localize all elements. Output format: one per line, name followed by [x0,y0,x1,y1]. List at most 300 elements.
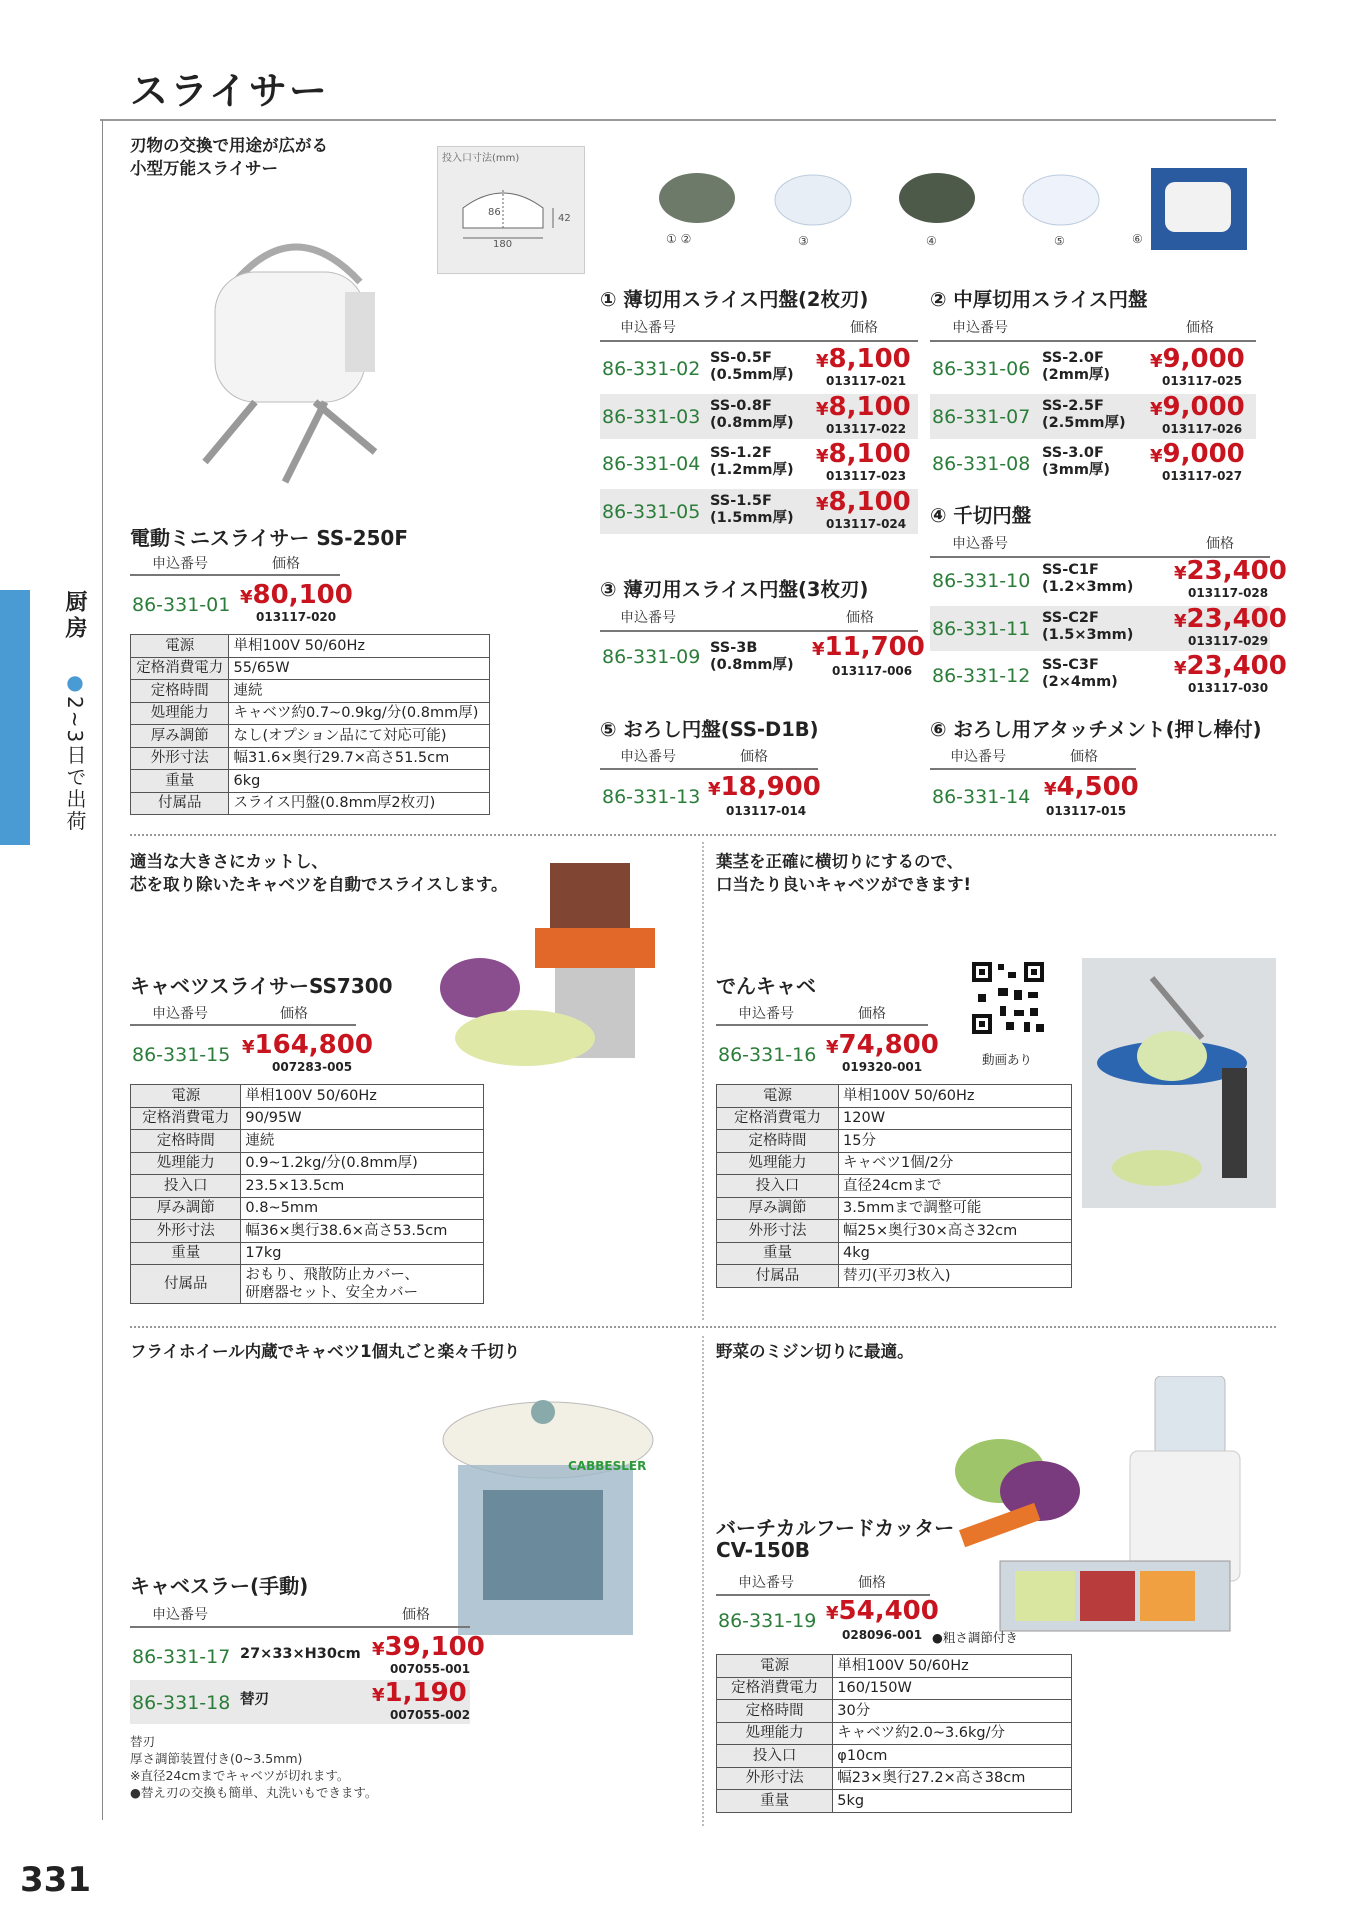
p1-spec-row [131,635,490,658]
sec6-sku: 013117-015 [1046,804,1127,818]
cabbesler-image [438,1400,658,1655]
p5-spec-value: 30分 [833,1700,1072,1723]
sec1-row-price-yen: ¥ [816,351,829,372]
sec1-row-code: 86-331-05 [602,500,701,523]
p1-spec-value: キャベツ約0.7~0.9kg/分(0.8mm厚) [229,702,490,725]
sec4-row-price-yen: ¥ [1174,658,1187,679]
p2-spec-value: 17kg [241,1242,484,1265]
sec1-order-label: 申込番号 [620,320,676,336]
sec4-row-sku: 013117-029 [1188,633,1269,648]
p2-spec-key: 重量 [131,1242,241,1265]
p2-spec-value: 23.5×13.5cm [241,1175,484,1198]
p4-row-sku: 007055-002 [390,1708,471,1722]
p5-name-1: バーチカルフードカッター [716,1516,955,1540]
sec2-row-thick: (3mm厚) [1042,462,1111,478]
p3-spec-value: 3.5mmまで調整可能 [839,1197,1072,1220]
sec5-price-label: 価格 [740,749,768,765]
dim-height-1: 86 [488,207,501,218]
p3-spec-row [717,1265,1072,1288]
sec4-row-sku: 013117-030 [1188,681,1269,695]
sec5-sku: 013117-014 [726,804,807,818]
p3-spec-key: 重量 [717,1242,839,1265]
sec1-row-price [816,487,911,517]
p5-code: 86-331-19 [718,1610,817,1632]
sec2-row-thick: (2mm厚) [1042,367,1111,383]
blade-caption-4: ④ [926,234,937,248]
p2-spec-key: 投入口 [131,1175,241,1198]
sec1-row-sku: 013117-022 [826,421,907,436]
sec2-price-label: 価格 [1186,320,1214,336]
sec4-row-thick: (1.5×3mm) [1042,626,1134,643]
blade-caption-3: ③ [798,234,809,248]
p3-spec-key: 投入口 [717,1175,839,1198]
sec2-row-price-value: 9,000 [1162,344,1245,374]
sec1-row-price-value: 8,100 [828,439,911,469]
sec1-row-price [816,344,911,374]
p1-spec-key: 処理能力 [131,702,229,725]
p1-spec-key: 電源 [131,635,229,658]
p1-price-value: 80,100 [252,580,353,610]
p1-price-label: 価格 [272,556,300,572]
sec2-row-code: 86-331-07 [932,405,1031,428]
sec1-row-price [816,392,911,422]
p2-spec-key: 厚み調節 [131,1197,241,1220]
sec2-row-price [1150,344,1245,374]
sec6-price-label: 価格 [1070,749,1098,765]
p5-price: ¥54,400 [826,1596,939,1626]
p2-spec-row [131,1242,484,1265]
dim-width: 180 [493,239,513,250]
p3-price-value: 74,800 [838,1030,939,1060]
sec1-price-label: 価格 [850,320,878,336]
p1-order-label: 申込番号 [152,556,208,572]
p3-price: ¥74,800 [826,1030,939,1060]
p3-spec-row [717,1130,1072,1153]
p1-spec-row [131,747,490,770]
sec1-row-price-value: 8,100 [828,486,911,517]
p5-spec-row [717,1700,1072,1723]
sec4-row-thick: (2×4mm) [1042,674,1118,690]
sec2-row-price-yen: ¥ [1150,446,1163,467]
p3-spec-table [716,1084,1072,1288]
sec6-order-label: 申込番号 [950,749,1006,765]
sec2-row-model: SS-2.0F [1042,350,1104,366]
p2-spec-row [131,1085,484,1108]
p4-row-price-value: 1,190 [384,1678,467,1708]
p5-spec-row [717,1790,1072,1813]
p2-sku: 007283-005 [272,1060,353,1074]
p5-spec-key: 外形寸法 [717,1767,833,1790]
left-rule [102,120,103,1820]
sec4-row-code: 86-331-10 [932,570,1031,592]
p1-spec-row [131,657,490,680]
p3-tagline-2: 口当たり良いキャベツができます! [716,875,972,894]
p1-spec-value: 6kg [229,770,490,793]
p1-spec-key: 付属品 [131,792,229,815]
p4-header-rule [130,1626,470,1628]
p2-spec-key: 定格消費電力 [131,1107,241,1130]
p4-row-model: 27×33×H30cm [240,1646,361,1662]
diagram-title: 投入口寸法(mm) [442,153,520,164]
p3-code: 86-331-16 [718,1044,817,1066]
p5-spec-value: 単相100V 50/60Hz [833,1655,1072,1678]
page-number: 331 [20,1860,91,1900]
sec2-row-code: 86-331-06 [932,358,1031,380]
sec2-row-price-yen: ¥ [1150,398,1163,420]
p5-price-value: 54,400 [838,1596,939,1626]
sec1-row-model: SS-0.8F [710,397,772,414]
p3-spec-value: 15分 [839,1130,1072,1153]
sec1-row-price [816,439,911,469]
sec1-row-code: 86-331-04 [602,453,701,475]
sec6-title: ⑥ おろし用アタッチメント(押し棒付) [930,718,1262,741]
side-label: 厨房 [62,590,87,642]
p3-spec-value: 単相100V 50/60Hz [839,1085,1072,1108]
p3-spec-key: 定格時間 [717,1130,839,1153]
brand-logo: CABBESLER [568,1459,647,1473]
sec5-price-value: 18,900 [720,772,821,802]
sec5-price: ¥18,900 [708,772,821,802]
den-kyabe-image [1082,958,1276,1208]
p2-price: ¥164,800 [242,1030,373,1060]
food-cutter-image [940,1376,1276,1641]
sec4-row-thick: (1.2×3mm) [1042,579,1134,595]
sec4-row-price-yen: ¥ [1174,610,1187,632]
p1-tagline-1: 刃物の交換で用途が広がる [130,136,328,155]
p1-spec-value: なし(オプション品にて対応可能) [229,725,490,748]
p5-spec-value: 5kg [833,1790,1072,1813]
p1-spec-row [131,702,490,725]
sec6-code: 86-331-14 [932,786,1031,808]
p2-order-label: 申込番号 [152,1006,208,1022]
p5-spec-value: φ10cm [833,1745,1072,1768]
p2-spec-row [131,1220,484,1243]
sec4-row-price [1174,651,1287,681]
sec2-row-model: SS-2.5F [1042,397,1104,414]
p2-spec-key: 外形寸法 [131,1220,241,1243]
sec2-row-sku: 013117-025 [1162,374,1243,388]
sec4-row-model: SS-C2F [1042,609,1099,626]
p1-spec-row [131,680,490,703]
p2-tagline-2: 芯を取り除いたキャベツを自動でスライスします。 [130,875,508,894]
sec2-row-price-yen: ¥ [1150,351,1163,372]
p2-spec-key: 電源 [131,1085,241,1108]
p1-spec-key: 重量 [131,770,229,793]
sec1-header-rule [600,340,918,342]
sec4-row-model: SS-C3F [1042,657,1099,673]
p4-row-code: 86-331-18 [132,1692,231,1714]
page-title: スライサー [130,68,329,113]
p3-spec-key: 定格消費電力 [717,1107,839,1130]
p3-spec-key: 厚み調節 [717,1197,839,1220]
p4-row-sku: 007055-001 [390,1662,471,1676]
p4-tagline: フライホイール内蔵でキャベツ1個丸ごと楽々千切り [130,1342,521,1361]
p3-video-label: 動画あり [982,1052,1033,1067]
p4-row-price [372,1678,467,1708]
sec1-row-thick: (1.5mm厚) [710,509,794,526]
sec1-row-price-value: 8,100 [828,344,911,374]
p1-spec-row [131,725,490,748]
p2-spec-row [131,1152,484,1175]
p2-price-value: 164,800 [254,1030,373,1060]
p1-spec-value: 単相100V 50/60Hz [229,635,490,658]
sec3-order-label: 申込番号 [620,610,676,626]
p4-row-price [372,1632,485,1662]
p1-code: 86-331-01 [132,594,231,616]
p3-spec-row [717,1242,1072,1265]
p3-sku: 019320-001 [842,1060,923,1074]
sec4-row-sku: 013117-028 [1188,586,1269,600]
sec2-order-label: 申込番号 [952,320,1008,336]
p3-spec-row [717,1085,1072,1108]
p2-spec-key: 処理能力 [131,1152,241,1175]
blade-caption-1-2: ① ② [666,232,692,246]
p4-notes [130,1733,377,1801]
p5-note: ●粗さ調節付き [932,1630,1018,1645]
sec4-title: ④ 千切円盤 [930,504,1032,527]
sec1-row-price-value: 8,100 [828,391,911,422]
sec6-price-value: 4,500 [1056,772,1139,802]
p2-spec-row [131,1197,484,1220]
p1-spec-value: 連続 [229,680,490,703]
p2-spec-table [130,1084,484,1304]
p3-header-rule [716,1024,928,1026]
p4-price-label: 価格 [402,1607,430,1623]
sec2-title: ② 中厚切用スライス円盤 [930,288,1148,311]
p3-spec-value: 直径24cmまで [839,1175,1072,1198]
sec1-row-thick: (1.2mm厚) [710,462,794,478]
sec1-row-price-yen: ¥ [816,398,829,420]
sec1-row-model: SS-0.5F [710,350,772,366]
inlet-shape-diagram [458,183,573,243]
sec3-price-value: 11,700 [824,632,925,662]
p5-price-label: 価格 [858,1575,886,1591]
sec5-header-rule [600,768,818,770]
p5-spec-value: 160/150W [833,1677,1072,1700]
sec3-price-label: 価格 [846,610,874,626]
sec4-row-price-value: 23,400 [1186,556,1287,586]
p5-spec-table [716,1654,1072,1813]
p1-name: 電動ミニスライサー SS-250F [130,526,408,550]
sec4-price-label: 価格 [1206,536,1234,552]
p4-note-4: ●替え刃の交換も簡単、丸洗いもできます。 [130,1785,378,1800]
p2-spec-row [131,1175,484,1198]
p1-spec-value: 55/65W [229,657,490,680]
p5-spec-value: 幅23×奥行27.2×高さ38cm [833,1767,1072,1790]
p4-row-price-value: 39,100 [384,1632,485,1662]
p4-row-price-yen: ¥ [372,1639,385,1660]
sec3-model: SS-3B [710,640,758,656]
sec6-header-rule [930,768,1136,770]
sec2-row-thick: (2.5mm厚) [1042,414,1126,431]
sec4-order-label: 申込番号 [952,536,1008,552]
dot-icon: ● [63,670,87,696]
p2-tagline-1: 適当な大きさにカットし、 [130,852,328,871]
sec6-price: ¥4,500 [1044,772,1139,802]
p3-spec-value: 替刃(平刃3枚入) [839,1265,1072,1288]
sec1-row-sku: 013117-024 [826,516,907,531]
side-tab [0,590,30,845]
sec1-row-price-yen: ¥ [816,446,829,467]
p5-spec-row [717,1745,1072,1768]
sec2-row-sku: 013117-026 [1162,421,1243,436]
sec1-title: ① 薄切用スライス円盤(2枚刃) [600,288,869,311]
p1-spec-table [130,634,490,815]
p3-spec-row [717,1197,1072,1220]
p1-price: ¥80,100 [240,580,353,610]
sec3-thick: (0.8mm厚) [710,657,794,673]
sec2-row-price-value: 9,000 [1162,391,1245,422]
p1-spec-key: 外形寸法 [131,747,229,770]
p5-spec-key: 投入口 [717,1745,833,1768]
divider-v2 [702,1336,704,1826]
sec4-row-price-value: 23,400 [1186,603,1287,634]
p5-sku: 028096-001 [842,1628,923,1642]
sec2-row-price [1150,392,1245,422]
sec2-row-sku: 013117-027 [1162,469,1243,483]
divider-2 [130,1326,1276,1328]
sec2-row-price-value: 9,000 [1162,439,1245,469]
p1-header-rule [130,574,340,576]
p2-spec-row [131,1107,484,1130]
p1-spec-row [131,792,490,815]
p4-name: キャベスラー(手動) [130,1574,309,1598]
sec1-row-thick: (0.8mm厚) [710,414,794,431]
sec2-row-code: 86-331-08 [932,453,1031,475]
sec4-row-code: 86-331-11 [932,617,1031,640]
sec1-row-model: SS-1.5F [710,492,772,509]
p3-price-label: 価格 [858,1006,886,1022]
sec1-row-code: 86-331-03 [602,405,701,428]
p1-spec-value: スライス円盤(0.8mm厚2枚刃) [229,792,490,815]
p1-spec-row [131,770,490,793]
sec1-row-model: SS-1.2F [710,445,772,461]
p5-spec-key: 重量 [717,1790,833,1813]
sec5-title: ⑤ おろし円盤(SS-D1B) [600,718,819,741]
sec2-header-rule [930,340,1256,342]
p2-spec-key: 定格時間 [131,1130,241,1153]
sec1-row-code: 86-331-02 [602,358,701,380]
p5-spec-key: 定格時間 [717,1700,833,1723]
p3-spec-value: 幅25×奥行30×高さ32cm [839,1220,1072,1243]
p3-spec-value: 120W [839,1107,1072,1130]
p4-note-2: 厚さ調節装置付き(0~3.5mm) [130,1751,303,1766]
sec2-row-price [1150,439,1245,469]
p4-row-price-yen: ¥ [372,1685,385,1706]
p2-spec-row [131,1265,484,1304]
p2-spec-value: おもり、飛散防止カバー、 研磨器セット、安全カバー [241,1265,484,1304]
sec4-row-price [1174,604,1287,634]
sec3-code: 86-331-09 [602,646,701,668]
p3-spec-value: 4kg [839,1242,1072,1265]
p5-spec-row [717,1677,1072,1700]
sec2-row-model: SS-3.0F [1042,445,1104,461]
p2-spec-key: 付属品 [131,1265,241,1304]
p3-spec-key: 電源 [717,1085,839,1108]
sec5-code: 86-331-13 [602,786,701,808]
p3-name: でんキャベ [716,974,816,998]
p1-spec-key: 定格消費電力 [131,657,229,680]
p5-name-2: CV-150B [716,1538,810,1562]
p2-spec-value: 0.9~1.2kg/分(0.8mm厚) [241,1152,484,1175]
p2-header-rule [130,1024,356,1026]
p3-spec-key: 付属品 [717,1265,839,1288]
p2-code: 86-331-15 [132,1044,231,1066]
p2-spec-value: 90/95W [241,1107,484,1130]
blade-caption-5: ⑤ [1054,234,1065,248]
sec3-sku: 013117-006 [832,664,913,678]
dim-height-2: 42 [558,213,571,224]
p1-tagline-2: 小型万能スライサー [130,159,279,178]
p3-spec-row [717,1220,1072,1243]
qr-code-icon[interactable] [970,960,1046,1036]
sec1-row-thick: (0.5mm厚) [710,367,794,383]
p4-note-1: 替刃 [130,1734,156,1749]
p2-name: キャベツスライサーSS7300 [130,974,393,998]
p3-spec-row [717,1175,1072,1198]
sec3-title: ③ 薄刃用スライス円盤(3枚刃) [600,578,869,601]
p3-spec-row [717,1152,1072,1175]
p5-spec-row [717,1722,1072,1745]
p1-spec-key: 定格時間 [131,680,229,703]
sec5-order-label: 申込番号 [620,749,676,765]
p3-spec-key: 外形寸法 [717,1220,839,1243]
sec4-row-price [1174,556,1287,586]
p1-spec-value: 幅31.6×奥行29.7×高さ51.5cm [229,747,490,770]
p4-row-code: 86-331-17 [132,1646,231,1668]
p4-order-label: 申込番号 [152,1607,208,1623]
mini-slicer-image [195,222,395,487]
p2-spec-value: 幅36×奥行38.6×高さ53.5cm [241,1220,484,1243]
p2-price-label: 価格 [280,1006,308,1022]
p3-spec-key: 処理能力 [717,1152,839,1175]
side-sub-text: 2~3日で出荷 [63,696,87,833]
sec4-row-price-value: 23,400 [1186,651,1287,681]
p3-spec-row [717,1107,1072,1130]
p3-spec-value: キャベツ1個/2分 [839,1152,1072,1175]
p2-spec-value: 連続 [241,1130,484,1153]
p1-sku: 013117-020 [256,610,337,624]
p3-order-label: 申込番号 [738,1006,794,1022]
p5-order-label: 申込番号 [738,1575,794,1591]
title-rule [100,119,1276,121]
sec4-row-code: 86-331-12 [932,665,1031,687]
sec4-row-price-yen: ¥ [1174,563,1187,584]
p5-tagline: 野菜のミジン切りに最適。 [716,1342,914,1361]
sec1-row-sku: 013117-023 [826,469,907,483]
p5-spec-row [717,1655,1072,1678]
sec1-row-sku: 013117-021 [826,374,907,388]
p5-spec-key: 電源 [717,1655,833,1678]
p2-spec-row [131,1130,484,1153]
p2-spec-value: 単相100V 50/60Hz [241,1085,484,1108]
blade-images [655,168,1255,258]
p5-spec-row [717,1767,1072,1790]
divider-v1 [702,842,704,1320]
blade-caption-6: ⑥ [1132,232,1143,246]
p5-spec-key: 定格消費電力 [717,1677,833,1700]
sec1-row-price-yen: ¥ [816,493,829,515]
sec4-row-model: SS-C1F [1042,562,1099,578]
p5-spec-value: キャベツ約2.0~3.6kg/分 [833,1722,1072,1745]
cabbage-slicer-image [430,858,680,1068]
sec3-price: ¥11,700 [812,632,925,662]
p4-note-3: ※直径24cmまでキャベツが切れます。 [130,1768,350,1783]
p3-tagline-1: 葉茎を正確に横切りにするので、 [716,852,964,871]
side-sublabel [64,670,90,832]
p5-spec-key: 処理能力 [717,1722,833,1745]
inlet-diagram [437,146,585,274]
